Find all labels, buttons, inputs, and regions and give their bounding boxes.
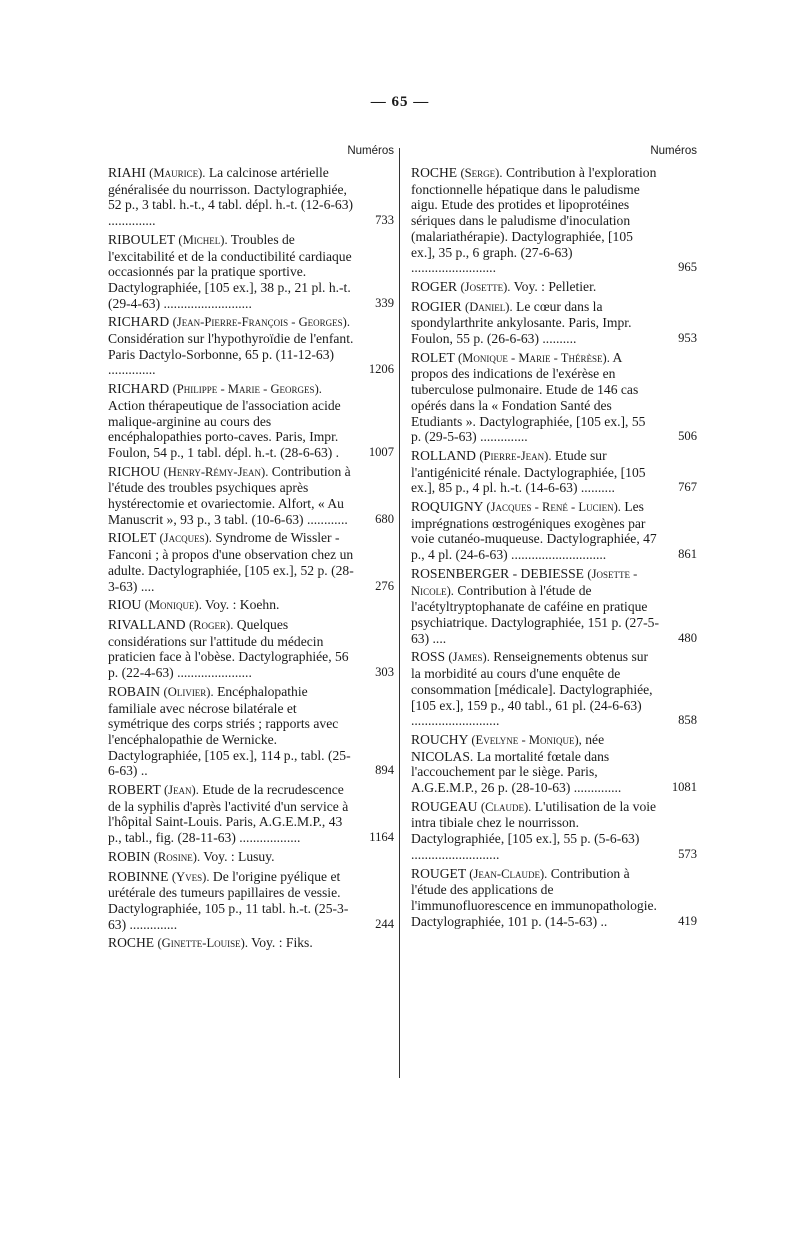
entry-description: Etude de la recrudescence de la syphilis d'après l'activité d'un service à l'hôpital Saint-Louis. Paris, A.G.E.M.P., 43 p., tabl., fig. (28-11-63) .................. (108, 782, 349, 846)
author-given-names: (Serge). (460, 166, 503, 180)
entry-number: 1164 (369, 830, 394, 845)
entry-number: 965 (678, 260, 697, 275)
column-divider (399, 148, 400, 1078)
entry-number: 573 (678, 846, 697, 861)
entry-number: 480 (678, 630, 697, 645)
entry-description: Voy. : Koehn. (205, 597, 280, 613)
entry-number: 953 (678, 331, 697, 346)
bibliography-entry (108, 597, 388, 614)
bibliography-entry (108, 849, 388, 866)
author-given-names: (Ginette-Louise). (157, 936, 248, 951)
bibliography-entry (411, 565, 697, 647)
entry-description: Quelques considérations sur l'attitude du médecin praticien face à l'obèse. Dactylographiée, 56 p. (22-4-63) ...................... (108, 616, 349, 681)
entry-number: 506 (678, 429, 697, 444)
author-surname: RIOU (108, 597, 142, 613)
bibliography-entry (411, 798, 697, 863)
author-given-names: (Josette). (460, 279, 511, 294)
author-given-names: (Claude). (480, 799, 532, 814)
right-column (411, 145, 697, 932)
entry-number: 419 (678, 913, 697, 928)
page-number: — 65 — (370, 94, 430, 110)
entry-description: A propos des indications de l'exérèse en tuberculose pulmonaire. Etude de 146 cas opérés dans la « Fondation Santé des Etudiants ». Dactylographiée, [105 ex.], 55 p. (29-5-63) .............. (411, 349, 646, 445)
author-surname: RIAHI (108, 165, 146, 180)
bibliography-entry (411, 298, 697, 347)
entry-description: L'utilisation de la voie intra tibiale chez le nourrisson. Dactylographiée, [105 ex.], 55 p. (5-6-63) .......................... (411, 798, 657, 862)
author-surname: RIBOULET (108, 231, 175, 247)
entry-description: Action thérapeutique de l'association acide malique-arginine au cours des encéphalopathies porto-caves. Paris, Impr. Foulon, 54 p., 1 tabl. dépl. h.-t. (28-6-63) . (108, 397, 341, 460)
entry-number: 276 (375, 578, 394, 593)
entry-description: Les imprégnations œstrogéniques exogènes par voie cutanéo-muqueuse. Dactylographiée, 47 p., 4 pl. (24-6-63) ............................ (411, 499, 657, 563)
entry-number: 767 (678, 480, 697, 495)
author-surname: ROSENBERGER - DEBIESSE (411, 565, 584, 581)
author-surname: RICHARD (108, 314, 170, 330)
bibliography-entry (108, 231, 394, 312)
bibliography-entry (108, 683, 394, 779)
author-given-names: (Monique). (144, 598, 202, 613)
bibliography-entry (108, 381, 394, 461)
entry-description: De l'origine pyélique et urétérale des tumeurs papillaires de vessie. Dactylographiée, 105 p., 11 tabl. h.-t. (25-3-63) .............. (108, 868, 349, 932)
author-surname: ROBINNE (108, 868, 169, 884)
entry-number: 733 (375, 213, 394, 228)
entry-number: 303 (375, 665, 394, 680)
entry-number: 680 (375, 511, 394, 526)
entry-description: Encéphalopathie familiale avec nécrose bilatérale et symétrique des corps striés ; rapports avec l'encéphalopathie de Wernicke. Dactylographiée, [105 ex.], 114 p., tabl. (25-6-63) .. (108, 683, 351, 779)
entry-description: Etude sur l'antigénicité rénale. Dactylographiée, [105 ex.], 85 p., 4 pl. h.-t. (14-6-63) .......... (411, 447, 646, 496)
bibliography-entry (411, 649, 697, 729)
author-given-names: (James). (448, 650, 490, 665)
entry-description: Renseignements obtenus sur la morbidité au cours d'une enquête de consommation [médicale]. Dactylographiée, [105 ex.], 159 p., 40 tabl., 61 pl. (24-6-63) .......................... (411, 649, 653, 729)
author-surname: RIVALLAND (108, 616, 186, 632)
bibliography-entry (108, 530, 394, 594)
author-surname: RICHARD (108, 381, 170, 397)
bibliography-entry (411, 279, 691, 296)
bibliography-entry (108, 616, 394, 681)
author-surname: ROCHE (411, 165, 458, 180)
entry-number: 1206 (368, 362, 394, 377)
author-given-names: (Pierre-Jean). (479, 448, 552, 463)
author-surname: ROLLAND (411, 447, 476, 463)
entry-number: 1081 (671, 780, 697, 795)
entry-description: Syndrome de Wissler - Fanconi ; à propos d'une observation chez un adulte. Dactylographiée, [105 ex.], 52 p. (28-3-63) .... (108, 530, 354, 594)
author-surname: ROGER (411, 278, 458, 294)
entry-number: 339 (375, 295, 394, 310)
entry-description: Considération sur l'hypothyroïdie de l'enfant. Paris Dactylo-Sorbonne, 65 p. (11-12-63) .............. (108, 331, 354, 378)
right-entry-list (411, 165, 697, 929)
author-given-names: (Monique - Marie - Thérèse). (457, 350, 610, 365)
author-surname: ROBERT (108, 782, 161, 798)
author-given-names: (Rosine). (153, 849, 201, 864)
author-surname: ROUGEAU (411, 798, 478, 814)
entry-number: 244 (375, 916, 394, 931)
bibliography-entry (108, 314, 394, 378)
author-surname: ROUCHY (411, 731, 468, 747)
author-given-names: (Daniel). (465, 299, 513, 314)
author-given-names: (Jean-Claude). (469, 866, 548, 881)
author-surname: ROGIER (411, 298, 462, 314)
entry-description: Contribution à l'étude des applications de l'immunofluorescence en immunopathologie. Dactylographiée, 101 p. (14-5-63) .. (411, 865, 657, 929)
author-surname: ROUGET (411, 865, 466, 881)
bibliography-entry (411, 447, 697, 496)
bibliography-entry (411, 499, 697, 563)
entry-description: Contribution à l'étude de l'acétyltryptophanate de caféine en pratique psychiatrique. Dactylographiée, 151 p. (27-5-63) .... (411, 582, 660, 646)
bibliography-entry (108, 935, 388, 952)
bibliography-entry (108, 782, 394, 846)
left-entry-list (108, 165, 394, 952)
author-given-names: (Michel). (178, 232, 228, 247)
author-surname: ROBAIN (108, 683, 161, 699)
author-surname: RICHOU (108, 463, 161, 479)
left-column (108, 145, 394, 955)
author-given-names: (Josette - Nicole). (411, 566, 638, 598)
author-surname: ROCHE (108, 935, 155, 951)
author-given-names: (Yves). (171, 869, 210, 884)
author-given-names: (Evelyne - Monique), (471, 732, 582, 747)
author-given-names: (Olivier). (163, 684, 214, 699)
author-surname: RIOLET (108, 530, 157, 546)
author-surname: ROQUIGNY (411, 499, 483, 515)
author-given-names: (Maurice). (149, 166, 206, 180)
author-surname: ROLET (411, 349, 455, 365)
author-given-names: (Jacques - René - Lucien). (486, 500, 621, 515)
column-header-right: Numéros (650, 145, 697, 157)
entry-description: Contribution à l'exploration fonctionnelle hépatique dans le paludisme aigu. Etude des protides et lipoprotéines sériques dans le paludisme d'inoculation (malariathérapie). Dactylographiée, [105 ex.], 35 p., 6 graph. (27-6-63) ......................... (411, 165, 657, 276)
author-given-names: (Jacques). (159, 531, 212, 546)
bibliography-entry (411, 731, 697, 796)
bibliography-entry (108, 165, 394, 229)
entry-number: 858 (678, 713, 697, 728)
author-surname: ROBIN (108, 848, 151, 864)
author-given-names: (Henry-Rémy-Jean). (163, 464, 269, 479)
author-given-names: (Jean-Pierre-François - Georges). (172, 315, 351, 330)
author-given-names: (Jean). (163, 783, 199, 798)
author-given-names: (Philippe - Marie - Georges). (172, 382, 322, 397)
entry-description: Voy. : Pelletier. (513, 278, 597, 294)
entry-number: 1007 (368, 444, 394, 459)
author-surname: ROSS (411, 649, 446, 665)
entry-number: 861 (678, 547, 697, 562)
bibliography-entry (108, 463, 394, 528)
entry-description: La calcinose artérielle généralisée du nourrisson. Dactylographiée, 52 p., 3 tabl. h.-t., 4 tabl. dépl. h.-t. (12-6-63) .............. (108, 165, 354, 229)
entry-description: Contribution à l'étude des troubles psychiques après hystérectomie et ovariectomie. Alfort, « Au Manuscrit », 93 p., 3 tabl. (10-6-63) ............ (108, 463, 351, 527)
bibliography-entry (411, 165, 697, 276)
entry-description: née NICOLAS. La mortalité fœtale dans l'accouchement par le siège. Paris, A.G.E.M.P., 26 p. (28-10-63) .............. (411, 731, 622, 796)
entry-description: Voy. : Lusuy. (203, 848, 275, 864)
entry-number: 894 (375, 763, 394, 778)
bibliography-entry (108, 868, 394, 933)
column-header-left: Numéros (347, 145, 394, 157)
entry-description: Le cœur dans la spondylarthrite ankylosante. Paris, Impr. Foulon, 55 p. (26-6-63) .......... (411, 298, 632, 347)
entry-description: Troubles de l'excitabilité et de la conductibilité cardiaque occasionnés par la pratique sportive. Dactylographiée, [105 ex.], 38 p., 21 pl. h.-t. (29-4-63) .......................... (108, 231, 352, 311)
entry-description: Voy. : Fiks. (251, 935, 313, 951)
bibliography-entry (411, 349, 697, 445)
author-given-names: (Roger). (188, 617, 234, 632)
bibliography-entry (411, 865, 697, 930)
